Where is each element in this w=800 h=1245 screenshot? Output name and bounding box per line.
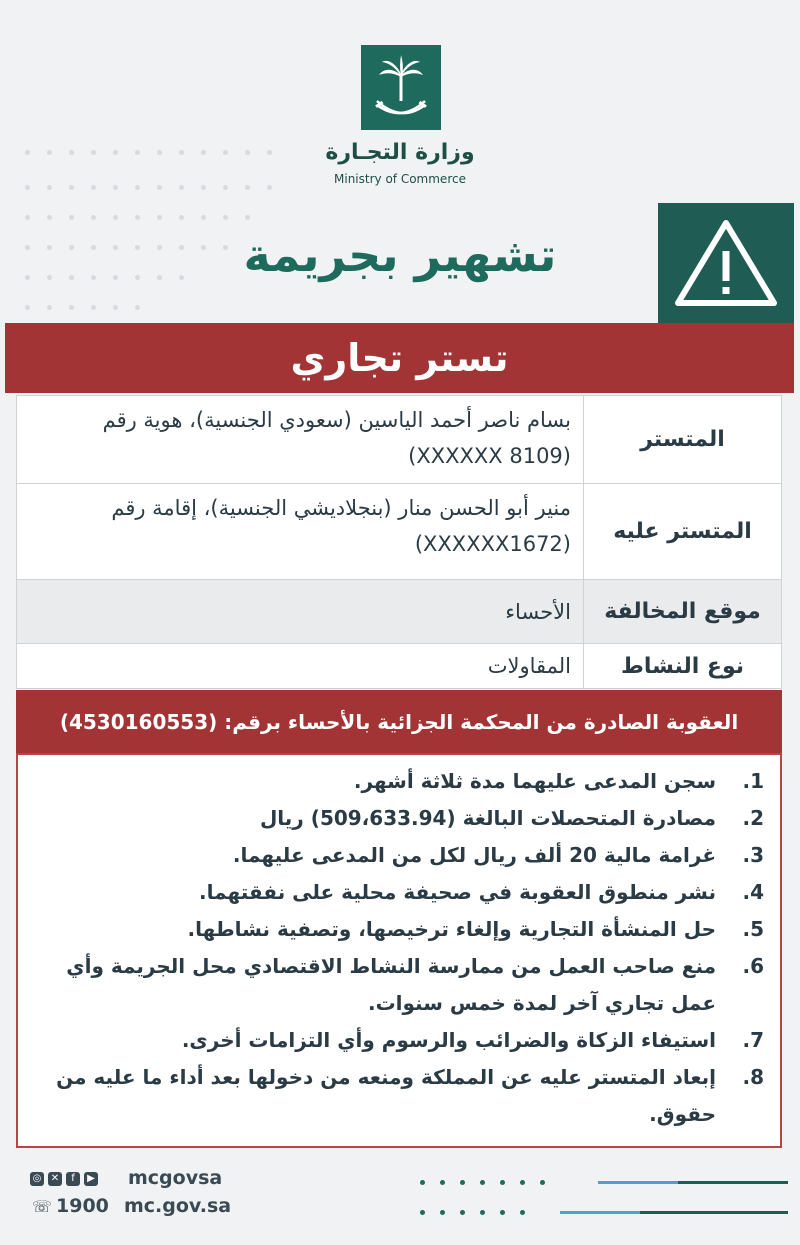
decor-dot [91, 215, 96, 220]
website-link[interactable]: mc.gov.sa [124, 1195, 232, 1217]
youtube-icon[interactable]: ▶ [84, 1172, 98, 1186]
decor-dot [69, 275, 74, 280]
decor-dot [113, 305, 118, 310]
decor-dot [25, 215, 30, 220]
decor-dot [480, 1210, 485, 1215]
decor-dot [91, 305, 96, 310]
decor-dot [135, 215, 140, 220]
item-number: 7. [742, 1028, 764, 1052]
list-item [44, 874, 764, 911]
decor-dot [25, 305, 30, 310]
decorative-line [598, 1181, 678, 1184]
decor-dot [25, 150, 30, 155]
decor-dot [420, 1180, 425, 1185]
list-item [44, 948, 764, 1022]
details-table [16, 395, 782, 689]
phone-contact[interactable] [32, 1195, 109, 1217]
item-text: نشر منطوق العقوبة في صحيفة محلية على نفقتهما. [199, 880, 716, 904]
decor-dot [245, 185, 250, 190]
decor-dot [135, 245, 140, 250]
decor-dot [157, 150, 162, 155]
table-row [17, 644, 781, 688]
decor-dot [520, 1210, 525, 1215]
item-text: مصادرة المتحصلات البالغة (509،633.94) ريال [259, 806, 716, 830]
decor-dot [91, 245, 96, 250]
decor-dot [201, 150, 206, 155]
decor-dot [113, 185, 118, 190]
ministry-name-arabic: وزارة التجـارة [325, 140, 475, 165]
item-number: 4. [742, 880, 764, 904]
row-label: المتستر عليه [583, 484, 781, 579]
decor-dot [69, 245, 74, 250]
palm-swords-emblem-icon [361, 45, 441, 130]
item-number: 3. [742, 843, 764, 867]
decor-dot [47, 275, 52, 280]
decor-dot [25, 185, 30, 190]
table-row [17, 396, 781, 484]
list-item [44, 837, 764, 874]
table-row [17, 484, 781, 580]
decor-dot [69, 215, 74, 220]
list-item [44, 1059, 764, 1133]
warning-triangle-icon [658, 203, 794, 323]
decor-dot [480, 1180, 485, 1185]
social-handle[interactable]: mcgovsa [128, 1167, 223, 1189]
row-label: المتستر [583, 396, 781, 483]
decor-dot [460, 1180, 465, 1185]
decor-dot [157, 275, 162, 280]
item-text: إبعاد المتستر عليه عن المملكة ومنعه من دخولها بعد أداء ما عليه من حقوق. [56, 1065, 716, 1126]
item-number: 2. [742, 806, 764, 830]
decor-dot [69, 305, 74, 310]
ministry-name-english: Ministry of Commerce [334, 172, 466, 186]
decor-dot [223, 215, 228, 220]
row-value: الأحساء [505, 599, 571, 624]
decor-dot [113, 275, 118, 280]
row-value: منير أبو الحسن منار (بنجلاديشي الجنسية)، إقامة رقم (XXXXXX1672) [111, 496, 571, 556]
penalty-list-box [16, 753, 782, 1148]
decor-dot [91, 150, 96, 155]
decor-dot [223, 150, 228, 155]
decor-dot [69, 185, 74, 190]
decor-dot [91, 185, 96, 190]
x-icon[interactable]: ✕ [48, 1172, 62, 1186]
list-item [44, 1022, 764, 1059]
decorative-line [560, 1211, 640, 1214]
decor-dot [179, 150, 184, 155]
decor-dot [223, 185, 228, 190]
item-text: منع صاحب العمل من ممارسة النشاط الاقتصادي محل الجريمة وأي عمل تجاري آخر لمدة خمس سنوات. [66, 954, 716, 1015]
decor-dot [47, 185, 52, 190]
row-label: موقع المخالفة [583, 580, 781, 643]
decor-dot [460, 1210, 465, 1215]
facebook-icon[interactable]: f [66, 1172, 80, 1186]
crime-type: تستر تجاري [290, 336, 509, 380]
list-item [44, 911, 764, 948]
decor-dot [245, 215, 250, 220]
phone-icon: ☏ [32, 1196, 53, 1216]
ministry-logo [361, 45, 441, 130]
decor-dot [113, 215, 118, 220]
decor-dot [25, 245, 30, 250]
decor-dot [47, 305, 52, 310]
decor-dot [520, 1180, 525, 1185]
crime-type-banner [5, 323, 794, 393]
decor-dot [135, 150, 140, 155]
decorative-line [678, 1181, 788, 1184]
decor-dot [440, 1210, 445, 1215]
decor-dot [245, 150, 250, 155]
item-number: 5. [742, 917, 764, 941]
decor-dot [201, 215, 206, 220]
decor-dot [267, 185, 272, 190]
warning-panel [658, 203, 794, 323]
decor-dot [157, 245, 162, 250]
decor-dot [267, 150, 272, 155]
row-value: بسام ناصر أحمد الياسين (سعودي الجنسية)، هوية رقم (XXXXXX 8109) [102, 408, 571, 468]
penalty-header-text: العقوبة الصادرة من المحكمة الجزائية بالأحساء برقم: (4530160553) [59, 710, 739, 734]
list-item [44, 763, 764, 800]
decor-dot [91, 275, 96, 280]
item-text: غرامة مالية 20 ألف ريال لكل من المدعى عليهما. [232, 843, 716, 867]
decor-dot [47, 215, 52, 220]
decor-dot [420, 1210, 425, 1215]
decor-dot [157, 215, 162, 220]
row-label: نوع النشاط [583, 644, 781, 688]
decor-dot [47, 245, 52, 250]
decor-dot [113, 245, 118, 250]
item-number: 8. [742, 1065, 764, 1089]
list-item [44, 800, 764, 837]
row-value: المقاولات [487, 654, 571, 678]
item-number: 1. [742, 769, 764, 793]
table-row [17, 580, 781, 644]
penalty-list [44, 763, 764, 1133]
page-title: تشهير بجريمة [243, 228, 557, 282]
social-icons [30, 1172, 98, 1186]
item-text: استيفاء الزكاة والضرائب والرسوم وأي التزامات أخرى. [181, 1028, 716, 1052]
decor-dot [157, 185, 162, 190]
decor-dot [440, 1180, 445, 1185]
decor-dot [113, 150, 118, 155]
decor-dot [500, 1210, 505, 1215]
decor-dot [179, 215, 184, 220]
item-number: 6. [742, 954, 764, 978]
decor-dot [179, 185, 184, 190]
decor-dot [25, 275, 30, 280]
decor-dot [135, 305, 140, 310]
decorative-line [640, 1211, 788, 1214]
penalty-header [16, 690, 782, 754]
decor-dot [135, 275, 140, 280]
decor-dot [69, 150, 74, 155]
decor-dot [500, 1180, 505, 1185]
item-text: سجن المدعى عليهما مدة ثلاثة أشهر. [353, 769, 716, 793]
phone-number: 1900 [56, 1195, 109, 1217]
decor-dot [47, 150, 52, 155]
item-text: حل المنشأة التجارية وإلغاء ترخيصها، وتصفية نشاطها. [187, 917, 716, 941]
decor-dot [540, 1180, 545, 1185]
decor-dot [201, 185, 206, 190]
instagram-icon[interactable]: ◎ [30, 1172, 44, 1186]
decor-dot [135, 185, 140, 190]
